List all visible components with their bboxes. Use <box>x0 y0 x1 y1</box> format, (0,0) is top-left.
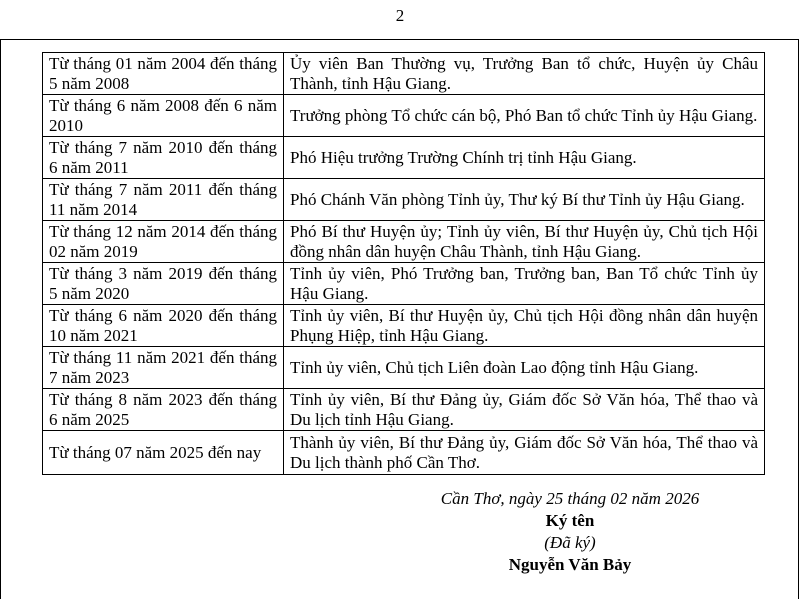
table-row <box>43 263 765 305</box>
table-row <box>43 305 765 347</box>
page-number: 2 <box>395 6 405 25</box>
signer-name: Nguyễn Văn Bảy <box>508 555 632 574</box>
table-row <box>43 53 765 95</box>
table-row <box>43 179 765 221</box>
position-cell: Tỉnh ủy viên, Bí thư Huyện ủy, Chủ tịch Hội đồng nhân dân huyện Phụng Hiệp, tỉnh Hậu Giang. <box>284 305 765 347</box>
table-row <box>43 95 765 137</box>
position-cell: Tỉnh ủy viên, Phó Trưởng ban, Trưởng ban, Ban Tổ chức Tỉnh ủy Hậu Giang. <box>284 263 765 305</box>
period-cell: Từ tháng 7 năm 2010 đến tháng 6 năm 2011 <box>43 137 284 179</box>
position-cell: Ủy viên Ban Thường vụ, Trưởng Ban tổ chức, Huyện ủy Châu Thành, tỉnh Hậu Giang. <box>284 53 765 95</box>
position-cell: Trưởng phòng Tổ chức cán bộ, Phó Ban tổ chức Tỉnh ủy Hậu Giang. <box>284 95 765 137</box>
table-row <box>43 431 765 475</box>
signature-place-date: Cần Thơ, ngày 25 tháng 02 năm 2026 <box>440 489 700 508</box>
table-row <box>43 389 765 431</box>
period-cell: Từ tháng 3 năm 2019 đến tháng 5 năm 2020 <box>43 263 284 305</box>
position-cell: Phó Chánh Văn phòng Tỉnh ủy, Thư ký Bí thư Tỉnh ủy Hậu Giang. <box>284 179 765 221</box>
period-cell: Từ tháng 6 năm 2008 đến 6 năm 2010 <box>43 95 284 137</box>
period-cell: Từ tháng 6 năm 2020 đến tháng 10 năm 2021 <box>43 305 284 347</box>
period-cell: Từ tháng 07 năm 2025 đến nay <box>43 431 284 475</box>
signature-block <box>410 488 730 576</box>
period-cell: Từ tháng 12 năm 2014 đến tháng 02 năm 2019 <box>43 221 284 263</box>
position-cell: Tỉnh ủy viên, Chủ tịch Liên đoàn Lao động tỉnh Hậu Giang. <box>284 347 765 389</box>
signature-note: (Đã ký) <box>544 533 596 552</box>
position-cell: Phó Bí thư Huyện ủy; Tỉnh ủy viên, Bí thư Huyện ủy, Chủ tịch Hội đồng nhân dân huyện Châu Thành, tỉnh Hậu Giang. <box>284 221 765 263</box>
table-row <box>43 221 765 263</box>
table-row <box>43 137 765 179</box>
period-cell: Từ tháng 01 năm 2004 đến tháng 5 năm 2008 <box>43 53 284 95</box>
position-cell: Thành ủy viên, Bí thư Đảng ủy, Giám đốc Sở Văn hóa, Thể thao và Du lịch thành phố Cần Thơ. <box>284 431 765 475</box>
signature-label: Ký tên <box>545 511 595 530</box>
table-row <box>43 347 765 389</box>
career-table <box>42 52 765 475</box>
period-cell: Từ tháng 7 năm 2011 đến tháng 11 năm 2014 <box>43 179 284 221</box>
position-cell: Phó Hiệu trưởng Trường Chính trị tỉnh Hậu Giang. <box>284 137 765 179</box>
period-cell: Từ tháng 8 năm 2023 đến tháng 6 năm 2025 <box>43 389 284 431</box>
period-cell: Từ tháng 11 năm 2021 đến tháng 7 năm 2023 <box>43 347 284 389</box>
position-cell: Tỉnh ủy viên, Bí thư Đảng ủy, Giám đốc Sở Văn hóa, Thể thao và Du lịch tỉnh Hậu Giang. <box>284 389 765 431</box>
